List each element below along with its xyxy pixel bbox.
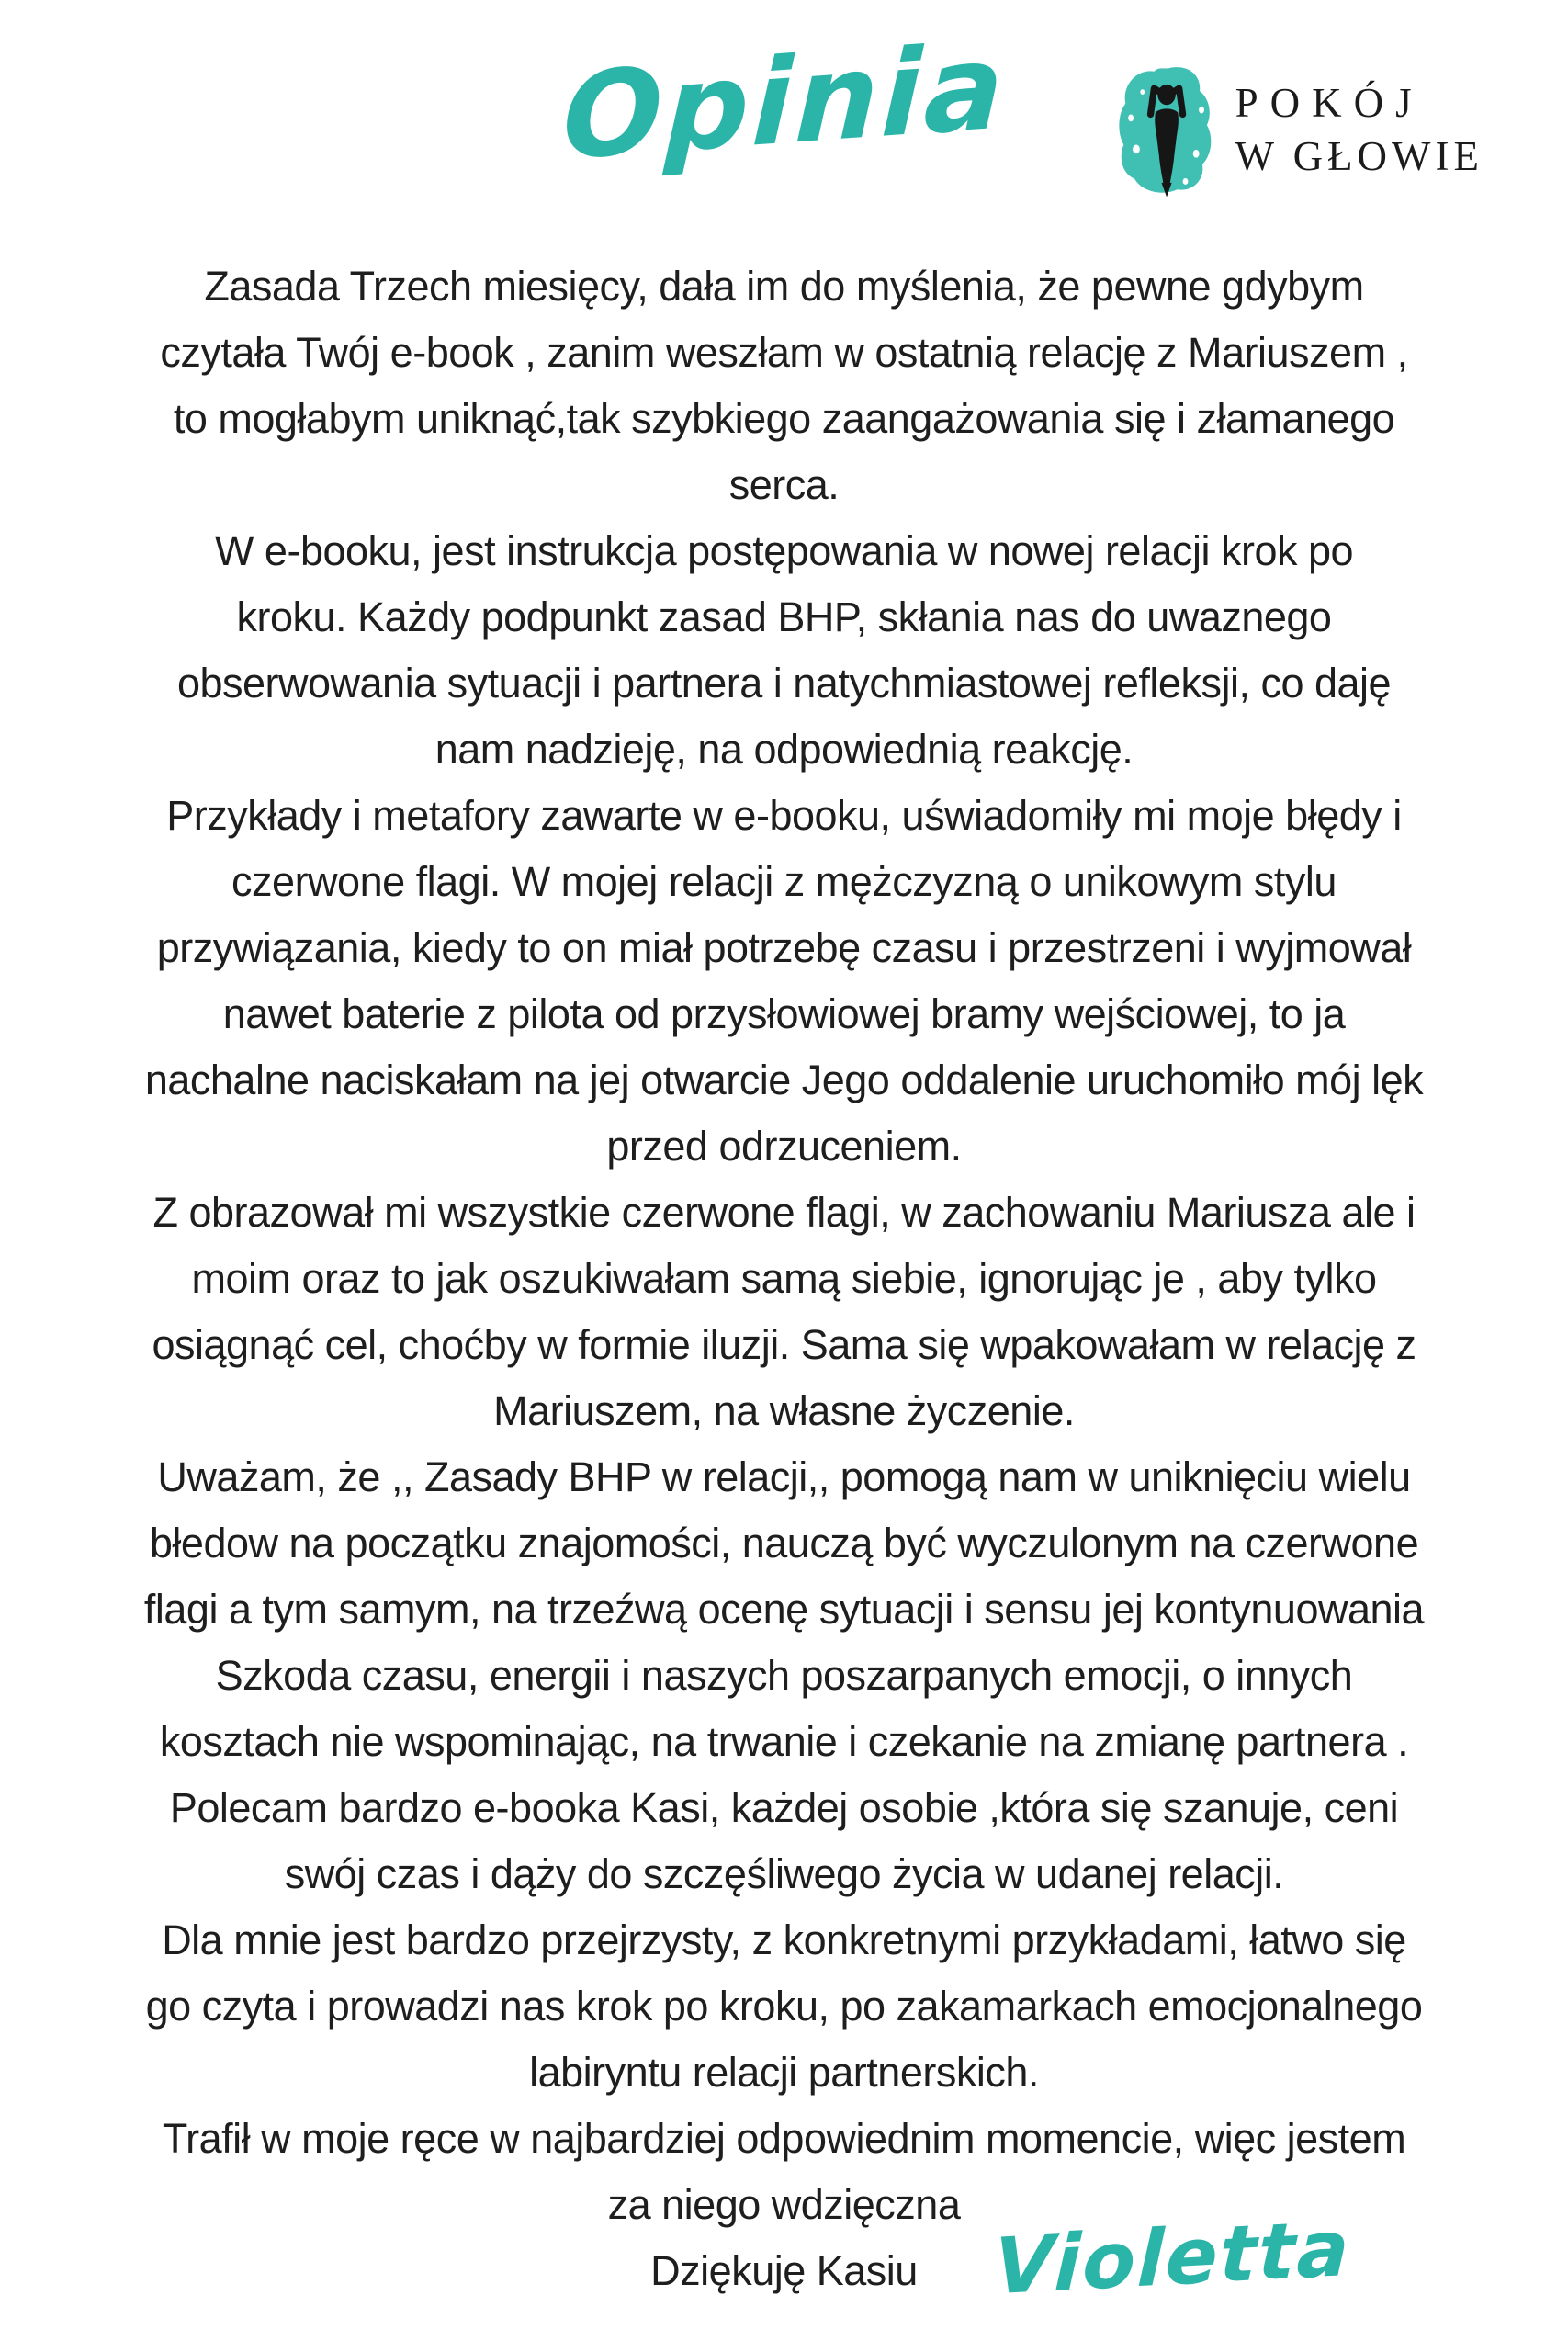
testimonial-line: Mariuszem, na własne życzenie. [493, 1387, 1075, 1434]
testimonial-line: to mogłabym uniknąć,tak szybkiego zaangażowania się i złamanego [173, 395, 1395, 442]
testimonial-line: Dla mnie jest bardzo przejrzysty, z konkretnymi przykładami, łatwo się [162, 1917, 1406, 1963]
testimonial-line: czytała Twój e-book , zanim weszłam w ostatnią relację z Mariuszem , [160, 329, 1408, 376]
testimonial-line: przed odrzuceniem. [606, 1123, 962, 1170]
testimonial-line: nachalne naciskałam na jej otwarcie Jego oddalenie uruchomiło mój lęk [144, 1057, 1424, 1103]
testimonial-line: Przykłady i metafory zawarte w e-booku, uświadomiły mi moje błędy i [166, 792, 1402, 839]
logo-text-line1: POKÓJ [1235, 80, 1424, 126]
testimonial-line: serca. [728, 461, 840, 508]
logo-text-line2: W GŁOWIE [1235, 133, 1483, 179]
signature: Violetta [992, 2202, 1353, 2312]
brand-logo [1114, 62, 1483, 197]
testimonial-line: swój czas i dąży do szczęśliwego życia w udanej relacji. [284, 1850, 1284, 1897]
testimonial-line: Z obrazował mi wszystkie czerwone flagi, w zachowaniu Mariusza ale i [152, 1189, 1416, 1236]
testimonial-line: błedow na początku znajomości, nauczą być wyczulonym na czerwone [149, 1520, 1419, 1566]
testimonial-line: nam nadzieję, na odpowiednią reakcję. [434, 726, 1134, 773]
testimonial-line: Polecam bardzo e-booka Kasi, każdej osobie ,która się szanuje, ceni [169, 1784, 1399, 1831]
testimonial-line: moim oraz to jak oszukiwałam samą siebie, ignorując je , aby tylko [191, 1255, 1377, 1302]
testimonial-line: labiryntu relacji partnerskich. [529, 2049, 1039, 2096]
testimonial-line: nawet baterie z pilota od przysłowiowej bramy wejściowej, to ja [222, 990, 1346, 1037]
testimonial-line: Dziękuję Kasiu [650, 2247, 918, 2294]
testimonial-line: kroku. Każdy podpunkt zasad BHP, skłania nas do uwaznego [236, 594, 1332, 640]
testimonial-line: Trafił w moje ręce w najbardziej odpowiednim momencie, więc jestem [162, 2115, 1406, 2162]
page-title: Opinia [559, 17, 1009, 187]
logo-wordmark [1235, 76, 1483, 183]
testimonial-line: Szkoda czasu, energii i naszych poszarpanych emocji, o innych [215, 1652, 1353, 1699]
testimonial-line: go czyta i prowadzi nas krok po kroku, po zakamarkach emocjonalnego [145, 1983, 1423, 2030]
testimonial-line: flagi a tym samym, na trzeźwą ocenę sytuacji i sensu jej kontynuowania [143, 1586, 1425, 1633]
testimonial-line: obserwowania sytuacji i partnera i natychmiastowej refleksji, co daję [176, 660, 1392, 707]
testimonial-line: kosztach nie wspominając, na trwanie i czekanie na zmianę partnera . [159, 1718, 1409, 1765]
testimonial-line: za niego wdzięczna [607, 2181, 961, 2228]
testimonial-line: W e-booku, jest instrukcja postępowania w nowej relacji krok po [214, 527, 1354, 574]
testimonial-line: przywiązania, kiedy to on miał potrzebę czasu i przestrzeni i wyjmował [156, 924, 1412, 971]
testimonial-text [37, 254, 1531, 2304]
person-relaxing-icon [1114, 62, 1223, 197]
testimonial-line: Zasada Trzech miesięcy, dała im do myślenia, że pewne gdybym [204, 263, 1364, 310]
testimonial-line: Uważam, że ,, Zasady BHP w relacji,, pomogą nam w uniknięciu wielu [157, 1453, 1411, 1500]
testimonial-line: osiągnąć cel, choćby w formie iluzji. Sama się wpakowałam w relację z [152, 1321, 1416, 1368]
testimonial-line: czerwone flagi. W mojej relacji z mężczyzną o unikowym stylu [231, 858, 1337, 905]
